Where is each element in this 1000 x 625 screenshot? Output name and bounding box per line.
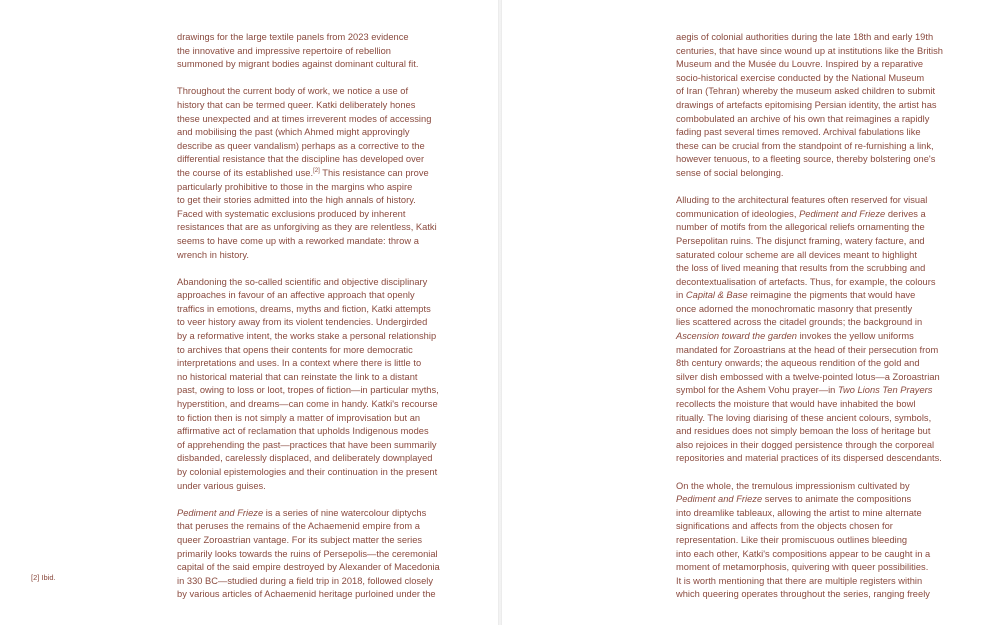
artwork-title: Pediment and Frieze <box>676 494 763 505</box>
right-paragraph-1: aegis of colonial authorities during the late 18th and early 19th centuries, that have since wound up at institutions like the British Museum and the Musée du Louvre. Inspired by a reparative socio-historical exercise conducted by the National Museum of Iran (Tehran) whereby the museum asked children to submit drawings of artefacts epitomising Persian identity, the artist has combobulated an archive of his own that reimagines a rapidly fading past several times removed. Archival fabulations like these can be crucial from the standpoint of re-furnishing a link, however tenuous, to a fleeting source, thereby bolstering one's sense of social belonging. <box>676 32 943 178</box>
left-paragraph-4: Pediment and Frieze is a series of nine watercolour diptychs that peruses the remains of the Achaemenid empire from a queer Zoroastrian vantage. For its subject matter the series primarily looks towards the ruins of Persepolis—the ceremonial capital of the said empire destroyed by Alexander of Macedonia in 330 BC—studied during a field trip in 2018, followed closely by various articles of Achaemenid heritage purloined under the <box>177 507 440 600</box>
left-paragraph-1: drawings for the large textile panels from 2023 evidence the innovative and impressive repertoire of rebellion summoned by migrant bodies against dominant cultural fit. <box>177 32 419 70</box>
artwork-title: Two Lions Ten Prayers <box>837 385 933 396</box>
right-page <box>502 0 1000 625</box>
footnote: [2] Ibid. <box>31 573 56 582</box>
footnote-reference[interactable]: [2] <box>313 167 320 174</box>
right-paragraph-2: Alluding to the architectural features often reserved for visual communication of ideologies, Pediment and Frieze derives a number of motifs from the allegorical reliefs ornamenting the Persepolitan ruins. The disjunct framing, watery facture, and saturated colour scheme are all devices meant to highlight the loss of lived meaning that results from the scrubbing and decontextualisation of artefacts. Thus, for example, the colours in Capital & Base reimagine the pigments that would have once adorned the monochromatic masonry that presently lies scattered across the citadel grounds; the background in Ascension toward the garden invokes the yellow uniforms mandated for Zoroastrians at the head of their persecution from 8th century onwards; the aqueous rendition of the gold and silver dish embossed with a twelve-pointed lotus—a Zoroastrian symbol for the Ashem Vohu prayer—in Two Lions Ten Prayers recollects the moisture that would have inhabited the bowl ritually. The loving diarising of these ancient colours, symbols, and residues does not simply bemoan the loss of heritage but also rejoices in their dogged persistence through the corporeal repositories and material practices of its dispersed descendants. <box>676 195 942 464</box>
right-paragraph-3: On the whole, the tremulous impressionism cultivated by Pediment and Frieze serves to animate the compositions into dreamlike tableaux, allowing the artist to mine alternate significations and affects from the objects chosen for representation. Like their promiscuous outlines bleeding into each other, Katki's compositions appear to be caught in a moment of metamorphosis, quivering with queer possibilities. It is worth mentioning that there are multiple registers within which queering operates throughout the series, ranging freely <box>676 480 931 600</box>
left-paragraph-2: Throughout the current body of work, we notice a use of history that can be termed queer. Katki deliberately hones these unexpected and at times irreverent modes of accessing and mobilising the past (which Ahmed might approvingly describe as queer vandalism) perhaps as a corrective to the differential resistance that the discipline has developed over the course of its established use.[2] This resistance can prove particularly prohibitive to those in the margins who aspire to get their stories admitted into the high annals of history. Faced with systematic exclusions produced by inherent resistances that are as unforgiving as they are relentless, Katki seems to have come up with a reworked mandate: throw a wrench in history. <box>177 86 437 260</box>
artwork-title: Ascension toward the garden <box>676 331 797 342</box>
artwork-title: Capital & Base <box>685 290 748 301</box>
left-page <box>0 0 498 625</box>
left-text-column <box>177 31 472 616</box>
right-text-column <box>676 31 976 616</box>
artwork-title: Pediment and Frieze <box>799 208 886 219</box>
left-paragraph-3: Abandoning the so-called scientific and objective disciplinary approaches in favour of an affective approach that openly traffics in emotions, dreams, myths and fiction, Katki attempts to veer history away from its violent tendencies. Undergirded by a reformative intent, the works stake a personal relationship to archives that opens their contents for more democratic interpretations and uses. In a context where there is little to no historical material that can reinstate the link to a distant past, owing to loss or loot, tropes of fiction—in particular myths, hyperstition, and dreams—can come in handy. Katki's recourse to fiction then is not simply a matter of improvisation but an affirmative act of reclamation that upholds Indigenous modes of apprehending the past—practices that have been summarily disbanded, carelessly displaced, and deliberately downplayed by colonial epistemologies and their continuation in the present under various guises. <box>177 276 439 491</box>
artwork-title: Pediment and Frieze <box>177 507 264 518</box>
